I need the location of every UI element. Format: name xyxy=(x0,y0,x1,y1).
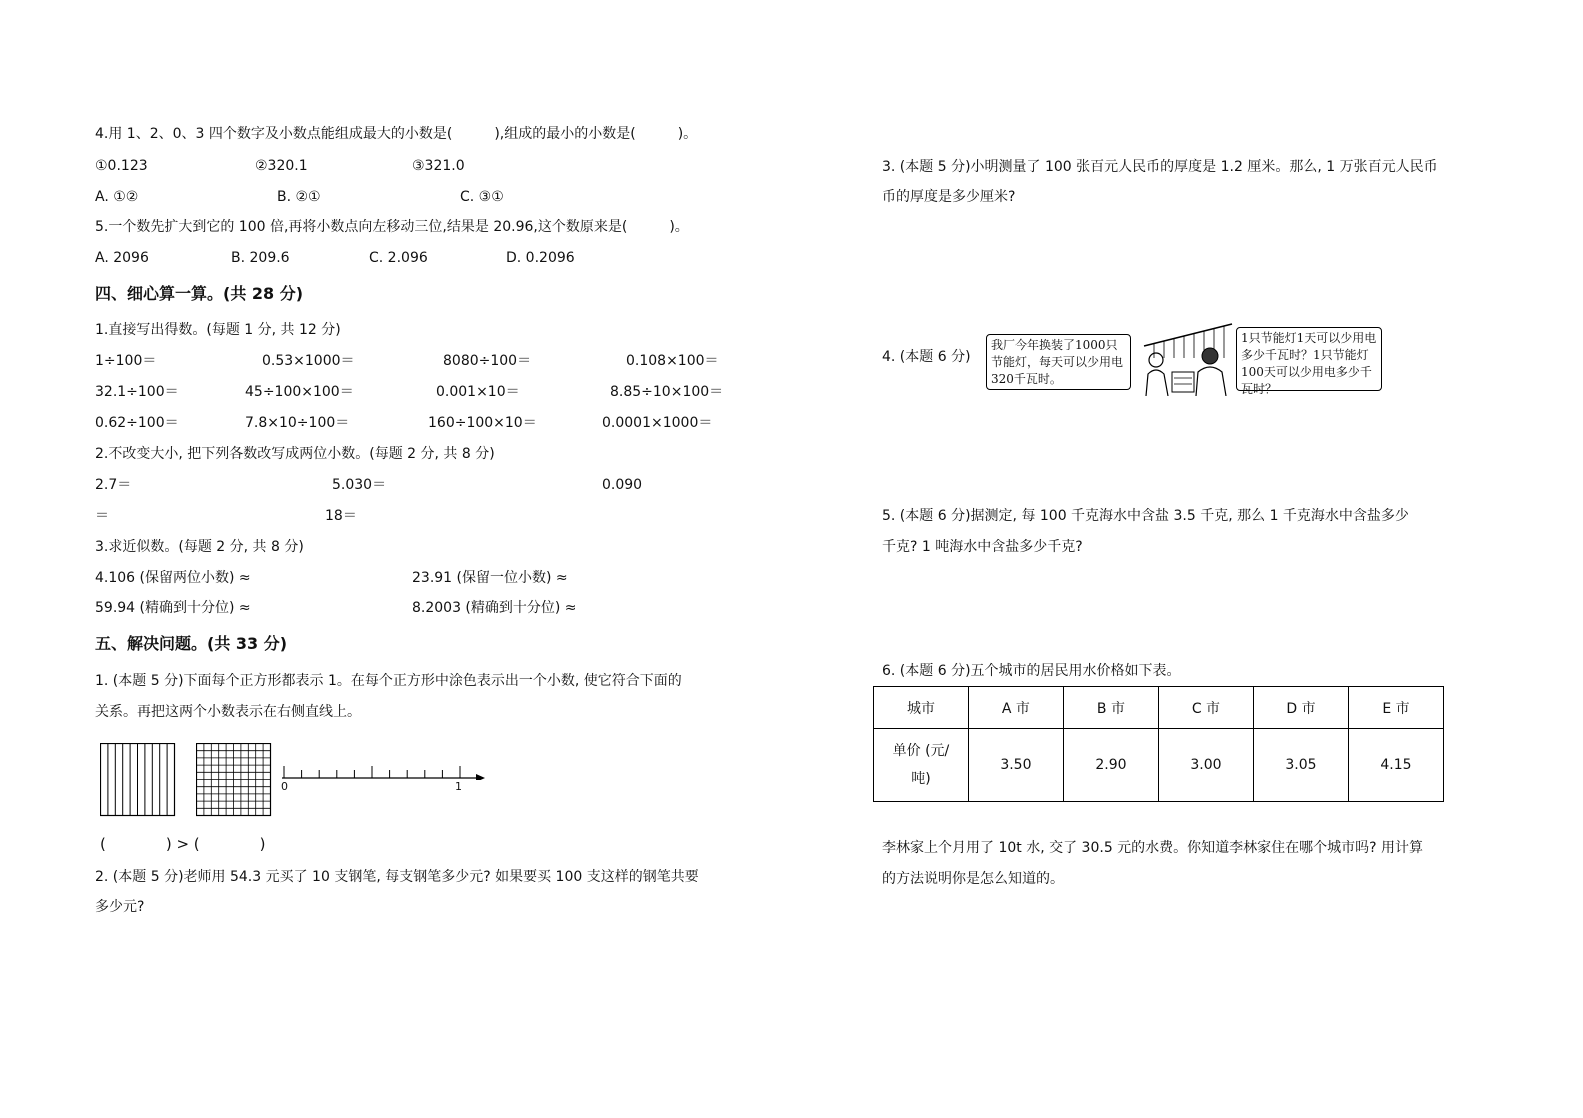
table-header-cell: B 市 xyxy=(1063,687,1158,729)
q4-option-3: ③321.0 xyxy=(412,158,465,174)
calc-r3-c4: 0.0001×1000＝ xyxy=(602,415,713,431)
calc-r1-c2: 0.53×1000＝ xyxy=(262,353,355,369)
price-cell: 2.90 xyxy=(1063,729,1158,802)
hundredths-square[interactable] xyxy=(196,743,272,817)
sec4-part3-title: 3.求近似数。(每题 2 分, 共 8 分) xyxy=(95,539,304,555)
table-header-cell: E 市 xyxy=(1348,687,1443,729)
q4-option-1: ①0.123 xyxy=(95,158,148,174)
tenths-square[interactable] xyxy=(100,743,176,817)
arrow-right-icon xyxy=(476,774,485,780)
calc-r2-c4: 8.85÷10×100＝ xyxy=(610,384,724,400)
s5-q1-line2: 关系。再把这两个小数表示在右侧直线上。 xyxy=(95,704,361,720)
row-label-line-1: 单价 (元/ xyxy=(892,743,950,759)
calc-r3-c1: 0.62÷100＝ xyxy=(95,415,179,431)
table-row xyxy=(874,729,1444,802)
decimal-item-1: 2.7＝ xyxy=(95,477,132,493)
q5-choice-d: D. 0.2096 xyxy=(506,250,575,266)
q4-option-2: ②320.1 xyxy=(255,158,308,174)
approx-item-3: 59.94 (精确到十分位) ≈ xyxy=(95,600,251,616)
calc-r2-c3: 0.001×10＝ xyxy=(436,384,520,400)
q4-choice-a: A. ①② xyxy=(95,189,139,205)
r-q4-label: 4. (本题 6 分) xyxy=(882,349,971,365)
water-price-table xyxy=(873,686,1444,802)
row-label-cell xyxy=(874,729,969,802)
calc-r3-c3: 160÷100×10＝ xyxy=(428,415,537,431)
r-q6-intro: 6. (本题 6 分)五个城市的居民用水价格如下表。 xyxy=(882,663,1181,679)
decimal-item-2: 5.030＝ xyxy=(332,477,387,493)
decimal-item-3-equals: ＝ xyxy=(95,508,109,524)
q4-stem: 4.用 1、2、0、3 四个数字及小数点能组成最大的小数是( ),组成的最小的小数是( )。 xyxy=(95,126,698,142)
r-q3-line1: 3. (本题 5 分)小明测量了 100 张百元人民币的厚度是 1.2 厘米。那么, 1 万张百元人民币 xyxy=(882,159,1438,175)
q5-choice-a: A. 2096 xyxy=(95,250,149,266)
approx-item-1: 4.106 (保留两位小数) ≈ xyxy=(95,570,251,586)
price-cell: 3.05 xyxy=(1253,729,1348,802)
r-q5-line1: 5. (本题 6 分)据测定, 每 100 千克海水中含盐 3.5 千克, 那么 1 千克海水中含盐多少 xyxy=(882,508,1409,524)
price-cell: 4.15 xyxy=(1348,729,1443,802)
q5-choice-c: C. 2.096 xyxy=(369,250,428,266)
sec4-part2-title: 2.不改变大小, 把下列各数改写成两位小数。(每题 2 分, 共 8 分) xyxy=(95,446,495,462)
table-header-cell: A 市 xyxy=(968,687,1063,729)
q4-choice-b: B. ②① xyxy=(277,189,321,205)
calc-r1-c4: 0.108×100＝ xyxy=(626,353,719,369)
table-header-row xyxy=(874,687,1444,729)
calc-r2-c2: 45÷100×100＝ xyxy=(245,384,354,400)
number-line[interactable] xyxy=(280,760,490,780)
r-q3-line2: 币的厚度是多少厘米? xyxy=(882,189,1016,205)
workers-illustration xyxy=(1134,318,1238,396)
approx-item-2: 23.91 (保留一位小数) ≈ xyxy=(412,570,568,586)
table-header-cell: C 市 xyxy=(1158,687,1253,729)
row-label-line-2: 吨) xyxy=(911,771,931,787)
number-line-one-label: 1 xyxy=(455,780,462,793)
q5-choice-b: B. 209.6 xyxy=(231,250,290,266)
calc-r2-c1: 32.1÷100＝ xyxy=(95,384,179,400)
decimal-item-3: 0.090 xyxy=(602,477,643,493)
factory-speech-bubble: 我厂今年换装了1000只节能灯，每天可以少用电320千瓦时。 xyxy=(986,334,1131,390)
s5-q2-line1: 2. (本题 5 分)老师用 54.3 元买了 10 支钢笔, 每支钢笔多少元? 如果要买 100 支这样的钢笔共要 xyxy=(95,869,699,885)
r-q5-line2: 千克? 1 吨海水中含盐多少千克? xyxy=(882,539,1083,555)
s5-q2-line2: 多少元? xyxy=(95,899,145,915)
price-cell: 3.00 xyxy=(1158,729,1253,802)
calc-r1-c1: 1÷100＝ xyxy=(95,353,157,369)
price-cell: 3.50 xyxy=(968,729,1063,802)
number-line-zero-label: 0 xyxy=(281,780,288,793)
table-header-cell: D 市 xyxy=(1253,687,1348,729)
calc-r3-c2: 7.8×10÷100＝ xyxy=(245,415,350,431)
calc-r1-c3: 8080÷100＝ xyxy=(443,353,532,369)
section-4-heading: 四、细心算一算。(共 28 分) xyxy=(95,284,304,303)
section-5-heading: 五、解决问题。(共 33 分) xyxy=(95,634,288,653)
sec4-part1-title: 1.直接写出得数。(每题 1 分, 共 12 分) xyxy=(95,322,341,338)
r-q6-line1: 李林家上个月用了 10t 水, 交了 30.5 元的水费。你知道李林家住在哪个城市吗? 用计算 xyxy=(882,840,1424,856)
approx-item-4: 8.2003 (精确到十分位) ≈ xyxy=(412,600,577,616)
question-speech-bubble: 1只节能灯1天可以少用电多少千瓦时？1只节能灯100天可以少用电多少千瓦时？ xyxy=(1236,327,1382,391)
table-header-cell: 城市 xyxy=(874,687,969,729)
q5-stem: 5.一个数先扩大到它的 100 倍,再将小数点向左移动三位,结果是 20.96,这个数原来是( )。 xyxy=(95,219,689,235)
r-q6-line2: 的方法说明你是怎么知道的。 xyxy=(882,871,1064,887)
comparison-blanks[interactable]: ( ) > ( ) xyxy=(100,835,266,853)
q4-choice-c: C. ③① xyxy=(460,189,504,205)
decimal-item-4: 18＝ xyxy=(325,508,357,524)
s5-q1-line1: 1. (本题 5 分)下面每个正方形都表示 1。在每个正方形中涂色表示出一个小数, 使它符合下面的 xyxy=(95,673,682,689)
